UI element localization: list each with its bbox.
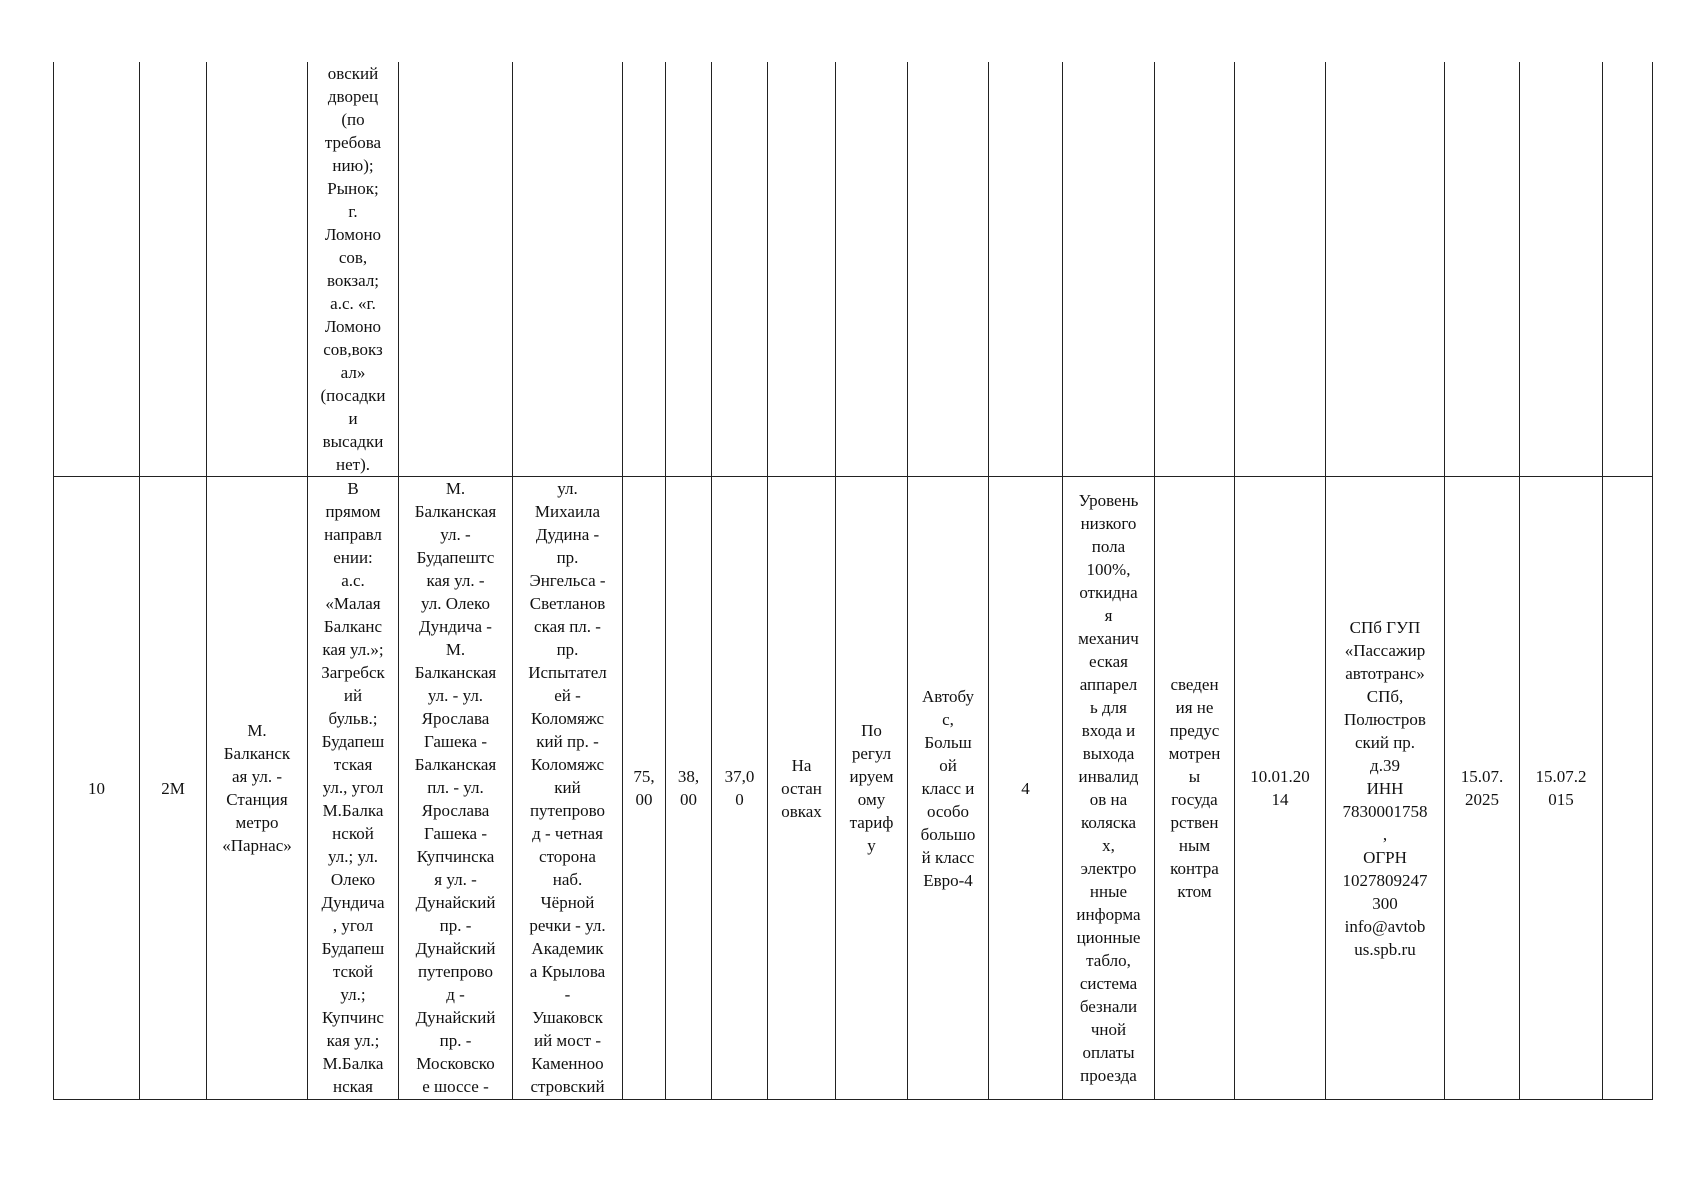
cell-tariff: По регул ируем ому тариф у <box>836 477 908 1100</box>
cell-empty <box>1063 62 1155 477</box>
cell-empty <box>513 62 623 477</box>
cell-vehicle-count: 4 <box>989 477 1063 1100</box>
cell-empty <box>908 62 989 477</box>
cell-length-forward: 75, 00 <box>623 477 666 1100</box>
table-row-continued <box>54 62 1653 477</box>
cell-boarding-order: На остан овках <box>768 477 836 1100</box>
cell-empty <box>399 62 513 477</box>
cell-route-code: 2М <box>140 477 207 1100</box>
cell-stops-continued: овский дворец (по требова нию); Рынок; г. Ломоно сов, вокзал; а.с. «г. Ломоно сов,вокз ал» (посадки и высадки нет). <box>308 62 399 477</box>
cell-carrier: СПб ГУП «Пассажир автотранс» СПб, Полюстров ский пр. д.39 ИНН 7830001758 , ОГРН 1027809247 300 info@avtob us.spb.ru <box>1326 477 1445 1100</box>
cell-stops-forward: В прямом направл ении: а.с. «Малая Балканс кая ул.»; Загребск ий бульв.; Будапеш тская ул., угол М.Балка нской ул.; ул. Олеко Дундича , угол Будапеш тской ул.; Купчинс кая ул.; М.Балка нская <box>308 477 399 1100</box>
cell-empty <box>1520 62 1603 477</box>
cell-empty <box>1235 62 1326 477</box>
cell-empty <box>1326 62 1445 477</box>
cell-empty <box>989 62 1063 477</box>
table-row-route-10 <box>54 477 1653 1100</box>
cell-length-total: 37,0 0 <box>712 477 768 1100</box>
cell-empty <box>768 62 836 477</box>
cell-length-reverse: 38, 00 <box>666 477 712 1100</box>
cell-empty <box>712 62 768 477</box>
cell-date-2: 15.07. 2025 <box>1445 477 1520 1100</box>
cell-empty <box>836 62 908 477</box>
cell-empty <box>666 62 712 477</box>
cell-streets: М. Балканская ул. - Будапештс кая ул. - ул. Олеко Дундича - М. Балканская ул. - ул. Ярослава Гашека - Балканская пл. - ул. Ярослава Гашека - Купчинска я ул. - Дунайский пр. - Дунайский путепрово д - Дунайский пр. - Московско е шоссе - <box>399 477 513 1100</box>
cell-extra <box>1603 477 1653 1100</box>
cell-route-name: М. Балканск ая ул. - Станция метро «Парнас» <box>207 477 308 1100</box>
cell-start-date: 10.01.20 14 <box>1235 477 1326 1100</box>
cell-empty <box>1603 62 1653 477</box>
cell-empty <box>623 62 666 477</box>
cell-number: 10 <box>54 477 140 1100</box>
cell-empty <box>1155 62 1235 477</box>
cell-streets-reverse: ул. Михаила Дудина - пр. Энгельса - Светланов ская пл. - пр. Испытател ей - Коломяжс кий пр. - Коломяжс кий путепрово д - четная сторона наб. Чёрной речки - ул. Академик а Крылова - Ушаковск ий мост - Каменноо стровский <box>513 477 623 1100</box>
cell-empty <box>54 62 140 477</box>
cell-date-3: 15.07.2 015 <box>1520 477 1603 1100</box>
cell-empty <box>1445 62 1520 477</box>
route-register-table <box>53 62 1653 1100</box>
cell-vehicle-features: Уровень низкого пола 100%, откидна я механич еская аппарел ь для входа и выхода инвалид ов на коляска х, электро нные информа ционные табло, система безнали чной оплаты проезда <box>1063 477 1155 1100</box>
cell-empty <box>140 62 207 477</box>
cell-empty <box>207 62 308 477</box>
cell-vehicle-class: Автобу с, Больш ой класс и особо большо й класс Евро-4 <box>908 477 989 1100</box>
cell-contract-info: сведен ия не предус мотрен ы госуда рствен ным контра ктом <box>1155 477 1235 1100</box>
